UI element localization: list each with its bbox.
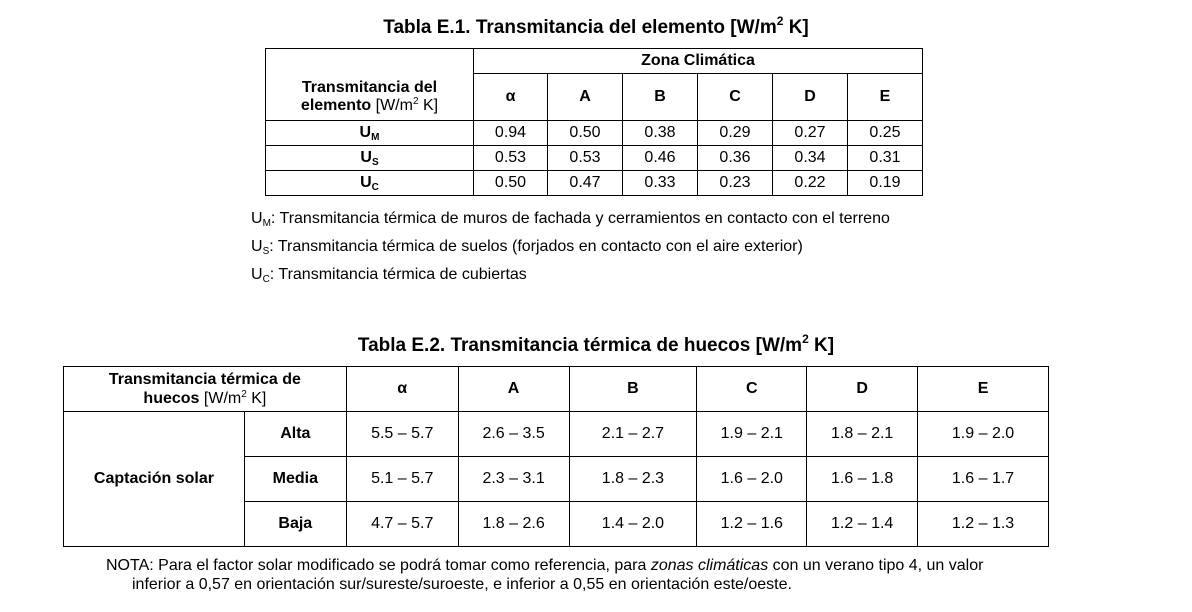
row-label-uc: $U_C$ [266,171,474,196]
table-cell: 1.4 – 2.0 [569,502,697,547]
table-cell: 1.8 – 2.1 [807,412,918,457]
table-cell: 0.50 [548,121,623,146]
row-label-baja: Baja [244,502,346,547]
table1-zone-d: D [773,74,848,121]
table-cell: 0.33 [623,171,698,196]
row-label-us: $U_S$ [266,146,474,171]
row-label-media: Media [244,457,346,502]
table-cell: 0.38 [623,121,698,146]
table1-zone-header: Zona Climática [474,49,923,74]
note-text: NOTA: Para el factor solar modificado se podrá tomar como referencia, para zonas climáticas con un verano tipo 4, un valor inferior a 0,57 en orientación sur/sureste/suroeste, e inferior a 0,55 en orientación este/oeste. [106,557,984,593]
table-cell: 1.6 – 2.0 [697,457,807,502]
table1-zone-e: E [848,74,923,121]
table-cell: 5.1 – 5.7 [346,457,458,502]
table-cell: 0.25 [848,121,923,146]
table-cell: 0.34 [773,146,848,171]
table-cell: 0.36 [698,146,773,171]
table2-title: Tabla E.2. Transmitancia térmica de huecos [$W/m^2$ K] [357,332,835,356]
group-label-captacion-solar: Captación solar [64,412,245,547]
table-cell: 0.19 [848,171,923,196]
table1-zone-a: A [548,74,623,121]
table-cell: 0.53 [548,146,623,171]
table-cell: 1.2 – 1.3 [918,502,1049,547]
table2-zone-b: B [569,367,697,412]
table2-zone-c: C [697,367,807,412]
table2 [63,366,1049,547]
table-cell: 0.29 [698,121,773,146]
table2-zone-alpha: α [346,367,458,412]
table-cell: 1.9 – 2.1 [697,412,807,457]
table-cell: 0.23 [698,171,773,196]
table1-row-header: Transmitancia del elemento [$W/m^2$ K] [266,74,474,121]
table-cell: 2.3 – 3.1 [458,457,569,502]
table-cell: 0.22 [773,171,848,196]
table2-zone-e: E [918,367,1049,412]
table1-corner-cell [266,49,474,74]
table-cell: 0.46 [623,146,698,171]
table-cell: 0.47 [548,171,623,196]
table2-zone-a: A [458,367,569,412]
table-cell: 0.94 [474,121,548,146]
table-cell: 0.27 [773,121,848,146]
table-row [64,412,1049,457]
table-cell: 2.1 – 2.7 [569,412,697,457]
table-cell: 1.9 – 2.0 [918,412,1049,457]
row-label-um: $U_M$ [266,121,474,146]
table1-zone-c: C [698,74,773,121]
table1-title: Tabla E.1. Transmitancia del elemento [$W/m^2$ K] [383,14,809,38]
table-cell: 4.7 – 5.7 [346,502,458,547]
table-row [266,121,923,146]
table-cell: 2.6 – 3.5 [458,412,569,457]
table1 [265,48,923,196]
table-cell: 0.53 [474,146,548,171]
table-cell: 0.31 [848,146,923,171]
table-cell: 1.2 – 1.4 [807,502,918,547]
table-cell: 1.6 – 1.8 [807,457,918,502]
table-cell: 1.8 – 2.6 [458,502,569,547]
row-label-alta: Alta [244,412,346,457]
table1-zone-b: B [623,74,698,121]
table2-zone-d: D [807,367,918,412]
table-row [266,146,923,171]
legend-us: $U_S$: Transmitancia térmica de suelos (forjados en contacto con el aire exterior) [251,238,803,257]
legend-uc: $U_C$: Transmitancia térmica de cubiertas [251,266,527,285]
table-cell: 1.6 – 1.7 [918,457,1049,502]
legend-um: $U_M$: Transmitancia térmica de muros de fachada y cerramientos en contacto con el terreno [251,210,890,229]
table-cell: 5.5 – 5.7 [346,412,458,457]
table2-row-header: Transmitancia térmica de huecos [$W/m^2$ K] [64,367,347,412]
table-cell: 0.50 [474,171,548,196]
table-cell: 1.8 – 2.3 [569,457,697,502]
table1-zone-alpha: α [474,74,548,121]
table-row [266,171,923,196]
table-cell: 1.2 – 1.6 [697,502,807,547]
